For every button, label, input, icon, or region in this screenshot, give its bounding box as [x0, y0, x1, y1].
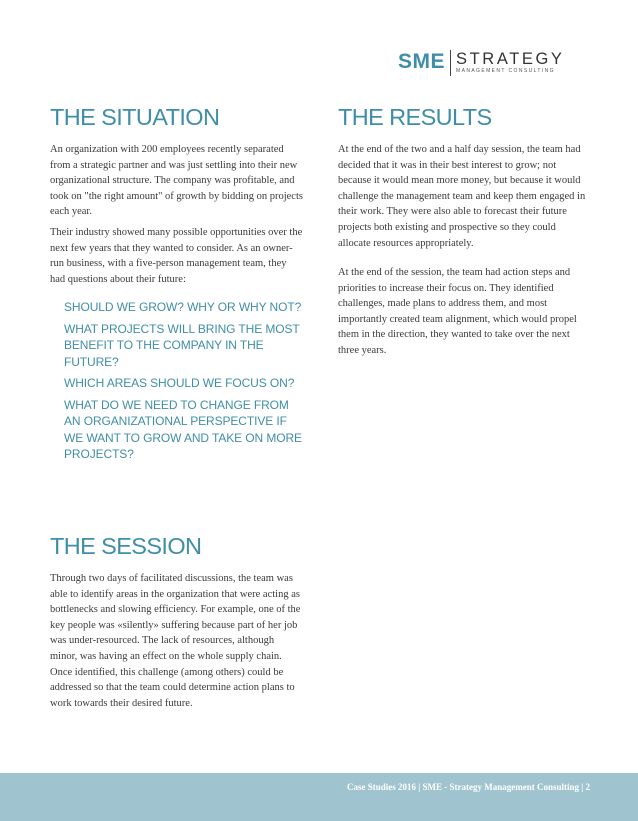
- logo-tagline: MANAGEMENT CONSULTING: [456, 68, 555, 74]
- logo-brand: SME: [398, 50, 446, 73]
- situation-paragraph-1: An organization with 200 employees recently separated from a strategic partner and was just settling into their new organizational structure. The company was profitable, and took on "the right amount" of growth by bidding on projects each year.: [50, 144, 303, 218]
- situation-paragraph-2: Their industry showed many possible opportunities over the next few years that they wanted to consider. As an owner-run business, with a five-person management team, they had questions about their future:: [50, 227, 303, 285]
- footer-text: Case Studies 2016 | SME - Strategy Management Consulting | 2: [347, 782, 590, 792]
- footer-bar: [0, 773, 638, 821]
- questions-list: [64, 299, 302, 468]
- situation-heading: THE SITUATION: [50, 104, 220, 130]
- results-paragraph-2: At the end of the session, the team had action steps and priorities to increase their focus on. They identified challenges, made plans to address them, and most importantly created team alignment, which would propel them in the direction, they wanted to take over the next three years.: [338, 267, 577, 356]
- session-paragraph-1: Through two days of facilitated discussions, the team was able to identify areas in the organization that were acting as bottlenecks and slowing efficiency. For example, one of the key people was «silently» suffering because part of her job was under-resourced. The lack of resources, although minor, was having an effect on the whole supply chain. Once identified, this challenge (among others) could be addressed so that the team could determine action plans to work towards their desired future.: [50, 573, 301, 709]
- question-item: WHICH AREAS SHOULD WE FOCUS ON?: [64, 376, 295, 390]
- results-heading: THE RESULTS: [338, 104, 492, 130]
- company-logo: [398, 50, 565, 78]
- session-heading: THE SESSION: [50, 533, 202, 559]
- logo-wordmark: [456, 50, 565, 75]
- question-item: WHAT DO WE NEED TO CHANGE FROM AN ORGANIZATIONAL PERSPECTIVE IF WE WANT TO GROW AND TAKE ON MORE PROJECTS?: [64, 397, 302, 461]
- question-item: WHAT PROJECTS WILL BRING THE MOST BENEFIT TO THE COMPANY IN THE FUTURE?: [64, 321, 300, 369]
- logo-divider: [450, 50, 451, 76]
- question-item: SHOULD WE GROW? WHY OR WHY NOT?: [64, 300, 302, 314]
- logo-name: STRATEGY: [456, 50, 565, 68]
- results-paragraph-1: At the end of the two and a half day session, the team had decided that it was in their best interest to grow; not because it would mean more money, but because it would challenge the management team and keep them engaged in their work. They were also able to forecast their future projects both existing and prospective so they could allocate resources appropriately.: [338, 144, 586, 249]
